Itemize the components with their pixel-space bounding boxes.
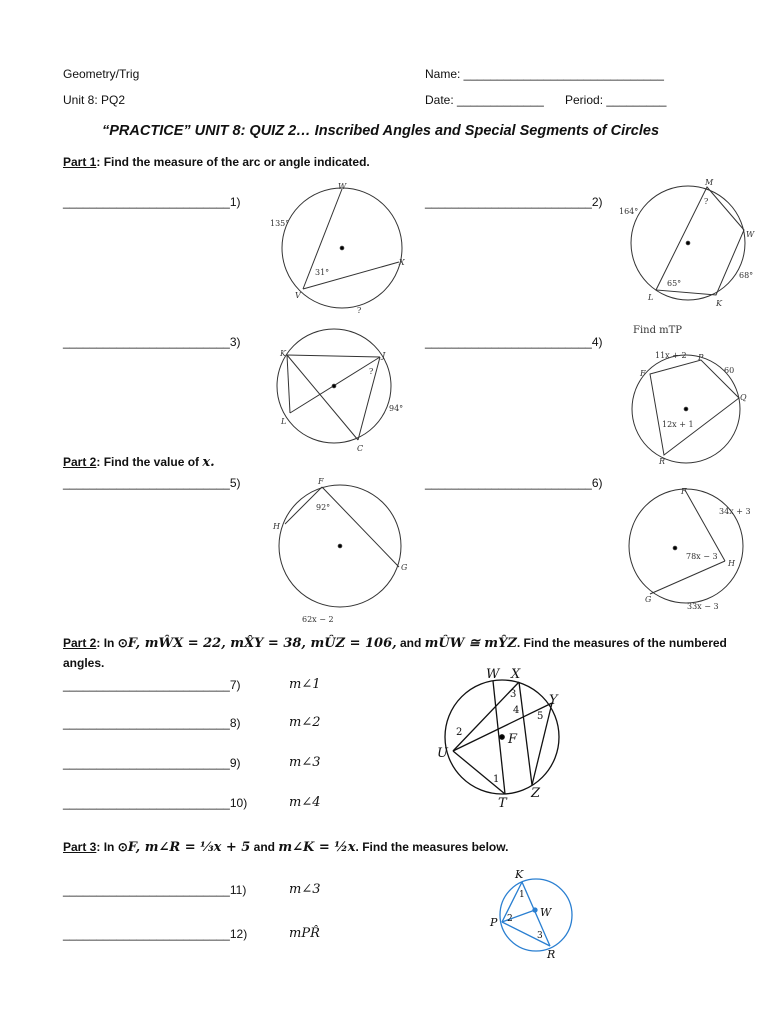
label: F — [681, 487, 687, 496]
label: W — [746, 230, 755, 239]
label: X — [511, 667, 521, 682]
center-point — [338, 544, 342, 548]
part2a-label: Part 2 — [63, 455, 97, 469]
label: R — [547, 948, 556, 961]
blank-line: _________________________ — [63, 716, 230, 730]
figure-5 — [279, 485, 401, 607]
question-number: 11) — [229, 883, 247, 897]
label: W — [338, 182, 347, 191]
label: 164° — [619, 207, 639, 216]
label: 94° — [389, 404, 404, 413]
question-number: 3) — [229, 335, 241, 349]
chord — [453, 751, 505, 794]
label: 31° — [315, 268, 330, 277]
question-number: 10) — [229, 796, 248, 810]
prompt-12: mPR̂ — [289, 926, 320, 941]
unit-label: Unit 8: PQ2 — [63, 93, 126, 107]
label: 92° — [316, 503, 331, 512]
label: F — [640, 369, 646, 378]
label: L — [281, 417, 287, 426]
label: 3 — [510, 689, 517, 700]
question-number: 1) — [229, 195, 241, 209]
chord — [287, 355, 380, 357]
question-number: 5) — [229, 476, 241, 490]
part3-text1: : In ⊙ — [96, 840, 128, 854]
part2b-math2: mÛW ≅ mŶZ — [424, 636, 517, 651]
period-field: Period: _________ — [565, 93, 667, 107]
figure-2 — [631, 186, 745, 300]
question-number: 8) — [229, 716, 241, 730]
label: R — [659, 457, 666, 466]
label: 62x − 2 — [302, 615, 334, 624]
part2a-var: x. — [202, 455, 215, 470]
label: W — [486, 667, 500, 682]
label: X — [399, 258, 405, 267]
label: ? — [369, 367, 374, 376]
label: 1 — [493, 774, 500, 785]
center-point — [500, 735, 504, 739]
part2b-math: F, mŴX = 22, mX̂Y = 38, mÛZ = 106, — [127, 636, 397, 651]
blank-line: _________________________ — [425, 476, 592, 490]
center-point — [332, 384, 336, 388]
chord — [287, 355, 358, 440]
label: H — [728, 559, 735, 568]
part2b-line2: angles. — [63, 656, 105, 670]
date-field: Date: _____________ — [425, 93, 544, 107]
part2b-text1: : In ⊙ — [96, 636, 128, 650]
label: G — [645, 595, 652, 604]
blank-line: _________________________ — [425, 335, 592, 349]
label: V — [295, 291, 301, 300]
center-point — [673, 546, 677, 550]
blank-line: _________________________ — [63, 756, 230, 770]
label: G — [401, 563, 408, 572]
part2b-text2: and — [396, 636, 425, 650]
course-label: Geometry/Trig — [63, 67, 140, 81]
prompt-9: m∠3 — [289, 755, 321, 770]
part3-math: F, m∠R = ⅓x + 5 — [127, 840, 251, 855]
label: K — [280, 349, 286, 358]
label: K — [716, 299, 722, 308]
blank-line: _________________________ — [63, 883, 230, 897]
label: L — [648, 293, 654, 302]
blank-line: _________________________ — [63, 927, 230, 941]
label: M — [705, 178, 714, 187]
blank-line: _________________________ — [63, 678, 230, 692]
label: ? — [357, 306, 362, 315]
chord — [685, 490, 725, 561]
label: T — [498, 796, 507, 811]
label: 135° — [270, 219, 290, 228]
blank-line: _________________________ — [425, 195, 592, 209]
chord — [322, 487, 399, 567]
label: P — [698, 353, 704, 362]
center-point — [340, 246, 344, 250]
question-number: 7) — [229, 678, 241, 692]
label: 34x + 3 — [719, 507, 751, 516]
question-number: 6) — [591, 476, 603, 490]
question-number: 4) — [591, 335, 603, 349]
label: W — [540, 906, 552, 919]
center-point — [686, 241, 690, 245]
figure-3 — [277, 329, 391, 443]
center-point — [533, 908, 537, 912]
label: J — [382, 351, 386, 360]
label: 2 — [507, 914, 513, 924]
label: H — [273, 522, 280, 531]
label: 68° — [739, 271, 754, 280]
label: ? — [704, 197, 709, 206]
chord — [502, 922, 550, 946]
part3-label: Part 3 — [63, 840, 97, 854]
label: P — [490, 916, 498, 929]
question-number: 12) — [229, 927, 248, 941]
label: U — [437, 746, 448, 761]
label: Y — [549, 693, 558, 708]
label: 65° — [667, 279, 682, 288]
prompt-10: m∠4 — [289, 795, 321, 810]
label: 78x − 3 — [686, 552, 718, 561]
label: 1 — [519, 890, 525, 900]
part2b-text3: . Find the measures of the numbered — [516, 636, 727, 650]
blank-line: _________________________ — [63, 335, 230, 349]
label: 2 — [456, 727, 463, 738]
label: 60 — [724, 366, 735, 375]
label: 11x + 2 — [655, 351, 687, 360]
chord — [287, 355, 290, 413]
name-field: Name: ______________________________ — [425, 67, 664, 81]
label: Find mTP — [633, 325, 683, 336]
part3-text3: . Find the measures below. — [355, 840, 509, 854]
label: 4 — [513, 705, 520, 716]
label: 5 — [537, 711, 544, 722]
part2a-text: : Find the value of — [96, 455, 203, 469]
blank-line: _________________________ — [63, 195, 230, 209]
prompt-11: m∠3 — [289, 882, 321, 897]
chord — [519, 682, 532, 785]
label: Z — [531, 786, 541, 801]
prompt-8: m∠2 — [289, 715, 321, 730]
label: Q — [740, 393, 747, 402]
label: F — [318, 477, 324, 486]
chord — [650, 561, 725, 594]
question-number: 2) — [591, 195, 603, 209]
page-title: “PRACTICE” UNIT 8: QUIZ 2… Inscribed Angles and Special Segments of Circles — [102, 123, 660, 139]
blank-line: _________________________ — [63, 796, 230, 810]
label: C — [357, 444, 364, 453]
part2b-label: Part 2 — [63, 636, 97, 650]
label: K — [515, 868, 524, 881]
label: 33x − 3 — [687, 602, 719, 611]
part1-label: Part 1 — [63, 155, 97, 169]
question-number: 9) — [229, 756, 241, 770]
label: F — [508, 732, 518, 747]
prompt-7: m∠1 — [289, 677, 321, 692]
label: 12x + 1 — [662, 420, 694, 429]
center-point — [684, 407, 688, 411]
part3-math2: m∠K = ½x — [278, 840, 356, 855]
label: 3 — [537, 931, 543, 941]
blank-line: _________________________ — [63, 476, 230, 490]
part3-text2: and — [250, 840, 279, 854]
part1-text: : Find the measure of the arc or angle indicated. — [96, 155, 370, 169]
figure-1 — [282, 188, 402, 308]
